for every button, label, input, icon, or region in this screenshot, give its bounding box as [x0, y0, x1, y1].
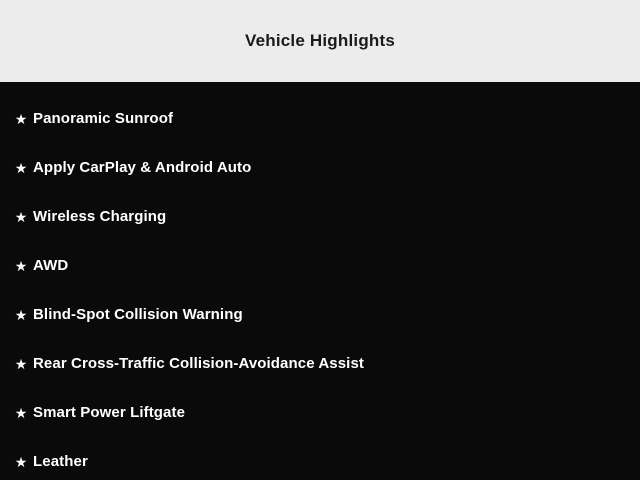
feature-label: Blind-Spot Collision Warning [33, 306, 243, 323]
feature-label: AWD [33, 257, 69, 274]
list-item [0, 290, 640, 339]
feature-label: Apply CarPlay & Android Auto [33, 159, 252, 176]
star-icon: ★ [14, 110, 28, 127]
list-item [0, 94, 640, 143]
header-bar [0, 0, 640, 82]
feature-label: Leather [33, 453, 88, 470]
list-item [0, 339, 640, 388]
list-item [0, 143, 640, 192]
star-icon: ★ [14, 208, 28, 225]
star-icon: ★ [14, 404, 28, 421]
list-item [0, 192, 640, 241]
list-item [0, 241, 640, 290]
feature-label: Panoramic Sunroof [33, 110, 174, 127]
list-item [0, 437, 640, 480]
feature-list [0, 82, 640, 480]
star-icon: ★ [14, 355, 28, 372]
feature-label: Wireless Charging [33, 208, 167, 225]
star-icon: ★ [14, 306, 28, 323]
page-title: Vehicle Highlights [244, 31, 396, 50]
feature-label: Smart Power Liftgate [33, 404, 186, 421]
star-icon: ★ [14, 453, 28, 470]
star-icon: ★ [14, 257, 28, 274]
star-icon: ★ [14, 159, 28, 176]
feature-label: Rear Cross-Traffic Collision-Avoidance Assist [33, 355, 364, 372]
list-item [0, 388, 640, 437]
